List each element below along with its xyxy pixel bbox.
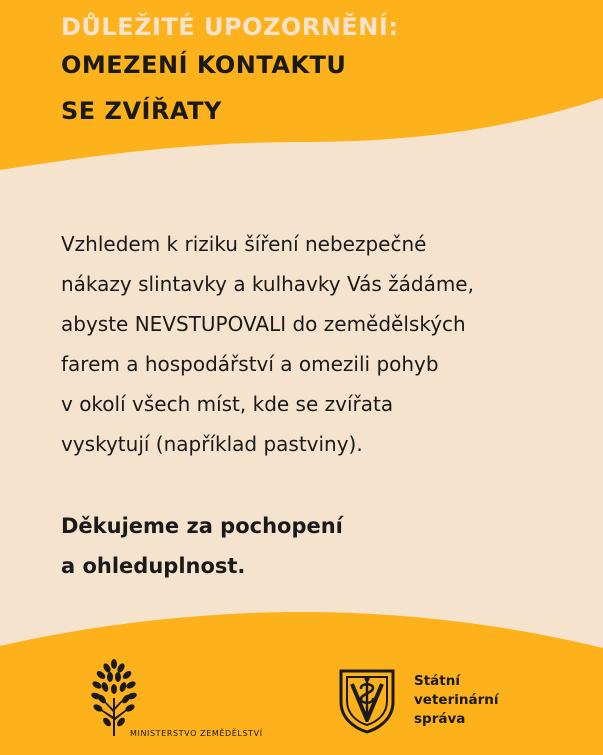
svs-name-line-3: správa [414, 711, 466, 727]
header [61, 12, 581, 134]
ministry-logo [78, 658, 288, 748]
main-title-line-1: OMEZENÍ KONTAKTU [61, 51, 347, 79]
body-line-4: farem a hospodářství a omezili pohyb [61, 352, 439, 376]
body-line-3-post: do zemědělských [286, 312, 466, 336]
svs-name-line-2: veterinární [414, 692, 499, 708]
svs-shield-icon [338, 668, 396, 734]
thanks-message [61, 506, 581, 586]
thanks-line-1: Děkujeme za pochopení [61, 514, 343, 538]
body-line-5: v okolí všech míst, kde se zvířata [61, 392, 394, 416]
notice-paragraph [61, 224, 581, 464]
warning-heading: DŮLEŽITÉ UPOZORNĚNÍ: [61, 13, 399, 41]
thanks-line-2: a ohleduplnost. [61, 554, 246, 578]
body-line-3-pre: abyste [61, 312, 135, 336]
notice-body [61, 224, 581, 464]
body-line-3 [61, 304, 581, 344]
body-line-1: Vzhledem k riziku šíření nebezpečné [61, 232, 427, 256]
ministry-name: MINISTERSTVO ZEMĚDĚLSTVÍ [130, 729, 263, 738]
svs-name-line-1: Státní [414, 673, 460, 689]
tree-icon [88, 658, 140, 738]
main-title [61, 42, 581, 134]
body-line-6: vyskytují (například pastviny). [61, 432, 363, 456]
svs-name [414, 672, 498, 729]
body-line-2: nákazy slintavky a kulhavky Vás žádáme, [61, 272, 474, 296]
svs-logo [338, 668, 538, 738]
body-emphasis: NEVSTUPOVALI [134, 312, 287, 336]
main-title-line-2: SE ZVÍŘATY [61, 97, 222, 125]
